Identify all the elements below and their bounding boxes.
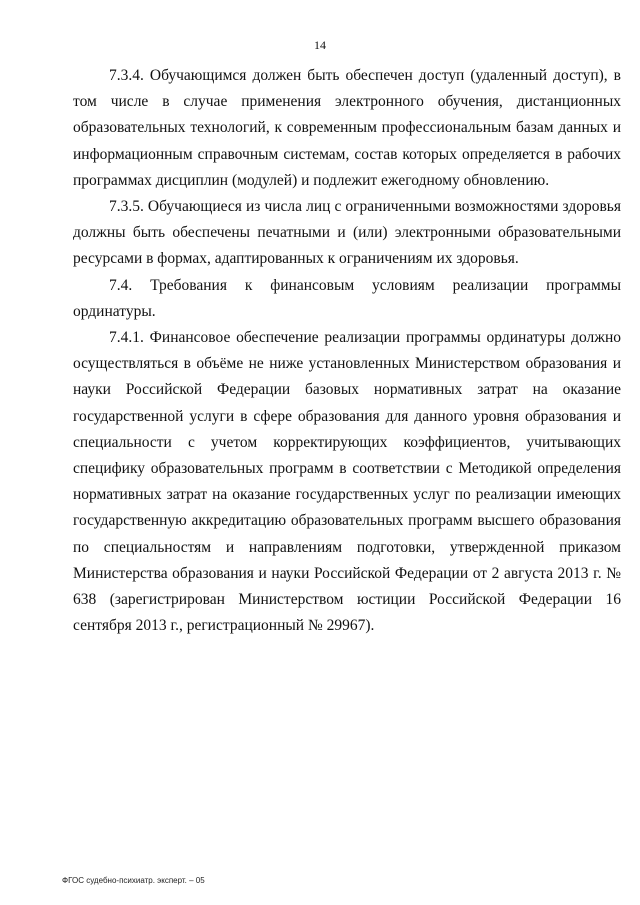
- paragraph-7-4-1: 7.4.1. Финансовое обеспечение реализации программы ординатуры должно осуществляться в объёме не ниже установленных Министерством образования и науки Российской Федерации базовых нормативных затрат на оказание государственной услуги в сфере образования для данного уровня образования и специальности с учетом корректирующих коэффициентов, учитывающих специфику образовательных программ в соответствии с Методикой определения нормативных затрат на оказание государственных услуг по реализации имеющих государственную аккредитацию образовательных программ высшего образования по специальностям и направлениям подготовки, утвержденной приказом Министерства образования и науки Российской Федерации от 2 августа 2013 г. № 638 (зарегистрирован Министерством юстиции Российской Федерации 16 сентября 2013 г., регистрационный № 29967).: [73, 329, 621, 635]
- document-body: [73, 63, 621, 639]
- page-number: 14: [314, 38, 326, 52]
- paragraph-7-4: 7.4. Требования к финансовым условиям реализации программы ординатуры.: [73, 276, 621, 320]
- paragraph-7-3-5: 7.3.5. Обучающиеся из числа лиц с ограниченными возможностями здоровья должны быть обеспечены печатными и (или) электронными образовательными ресурсами в формах, адаптированных к ограничениям их здоровья.: [73, 198, 621, 268]
- paragraph-7-3-4: 7.3.4. Обучающимся должен быть обеспечен доступ (удаленный доступ), в том числе в случае применения электронного обучения, дистанционных образовательных технологий, к современным профессиональным базам данных и информационным справочным системам, состав которых определяется в рабочих программах дисциплин (модулей) и подлежит ежегодному обновлению.: [73, 67, 621, 189]
- document-footer: ФГОС судебно-психиатр. эксперт. – 05: [62, 876, 205, 885]
